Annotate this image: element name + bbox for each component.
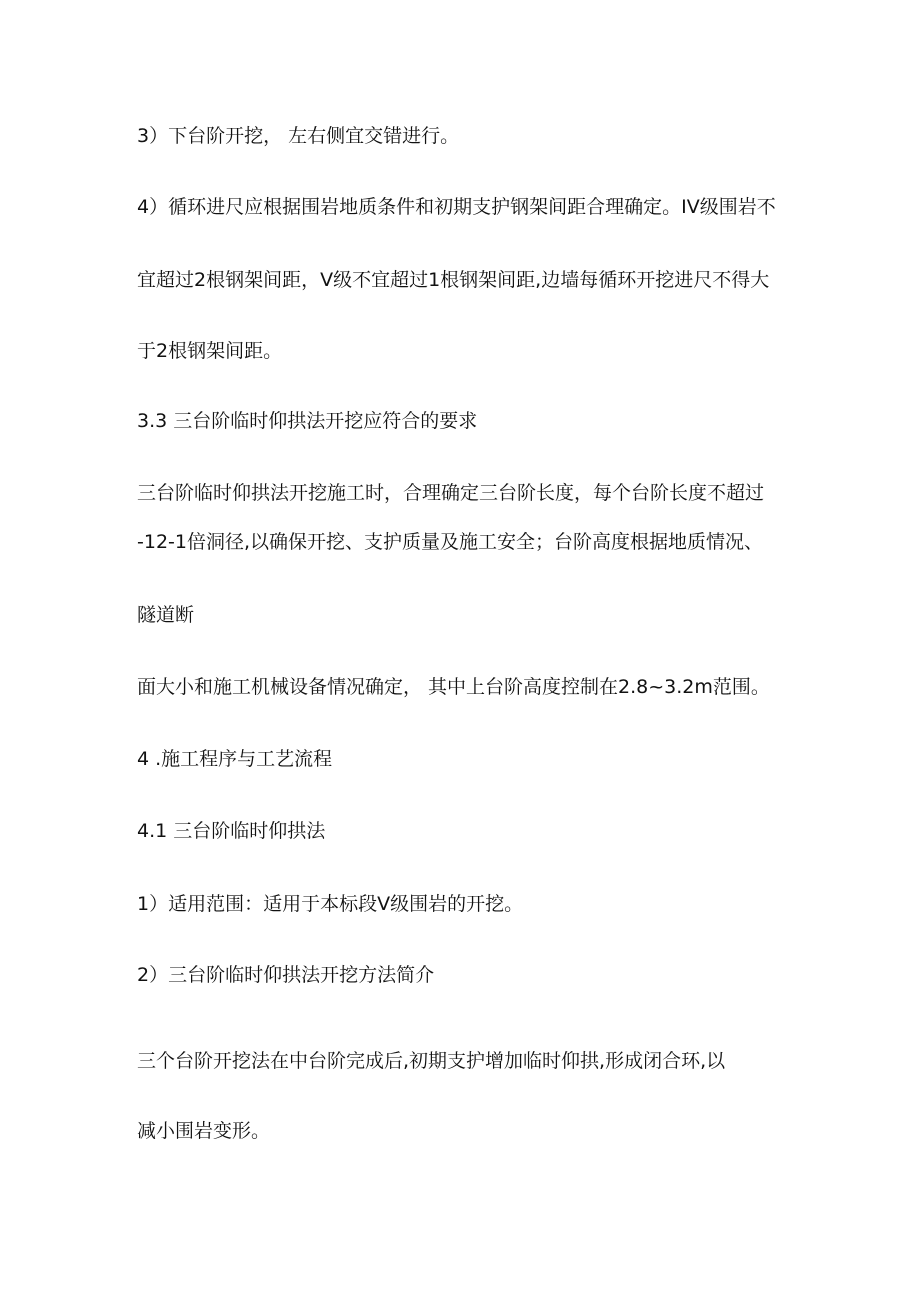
text-line-15: 减小围岩变形。 xyxy=(137,1120,271,1142)
text-line-7: -12-1倍洞径,以确保开挖、支护质量及施工安全；台阶高度根据地质情况、 xyxy=(137,531,764,553)
section-heading-3-3: 3.3 三台阶临时仰拱法开挖应符合的要求 xyxy=(137,410,478,432)
text-line-8: 隧道断 xyxy=(137,604,195,626)
text-line-13: 2）三台阶临时仰拱法开挖方法简介 xyxy=(137,964,435,986)
text-line-12: 1）适用范围：适用于本标段V级围岩的开挖。 xyxy=(137,893,524,915)
text-line-4: 于2根钢架间距。 xyxy=(137,340,283,362)
text-line-1: 3）下台阶开挖， 左右侧宜交错进行。 xyxy=(137,125,460,147)
section-heading-4-1: 4.1 三台阶临时仰拱法 xyxy=(137,820,326,842)
text-line-3: 宜超过2根钢架间距，V级不宜超过1根钢架间距,边墙每循环开挖进尺不得大 xyxy=(137,269,770,291)
text-line-2: 4）循环进尺应根据围岩地质条件和初期支护钢架间距合理确定。IV级围岩不 xyxy=(137,196,776,218)
section-heading-4: 4 .施工程序与工艺流程 xyxy=(137,748,333,770)
text-line-9: 面大小和施工机械设备情况确定， 其中上台阶高度控制在2.8~3.2m范围。 xyxy=(137,676,770,698)
text-line-14: 三个台阶开挖法在中台阶完成后,初期支护增加临时仰拱,形成闭合环,以 xyxy=(137,1050,726,1072)
text-line-6: 三台阶临时仰拱法开挖施工时，合理确定三台阶长度，每个台阶长度不超过 xyxy=(137,482,765,504)
